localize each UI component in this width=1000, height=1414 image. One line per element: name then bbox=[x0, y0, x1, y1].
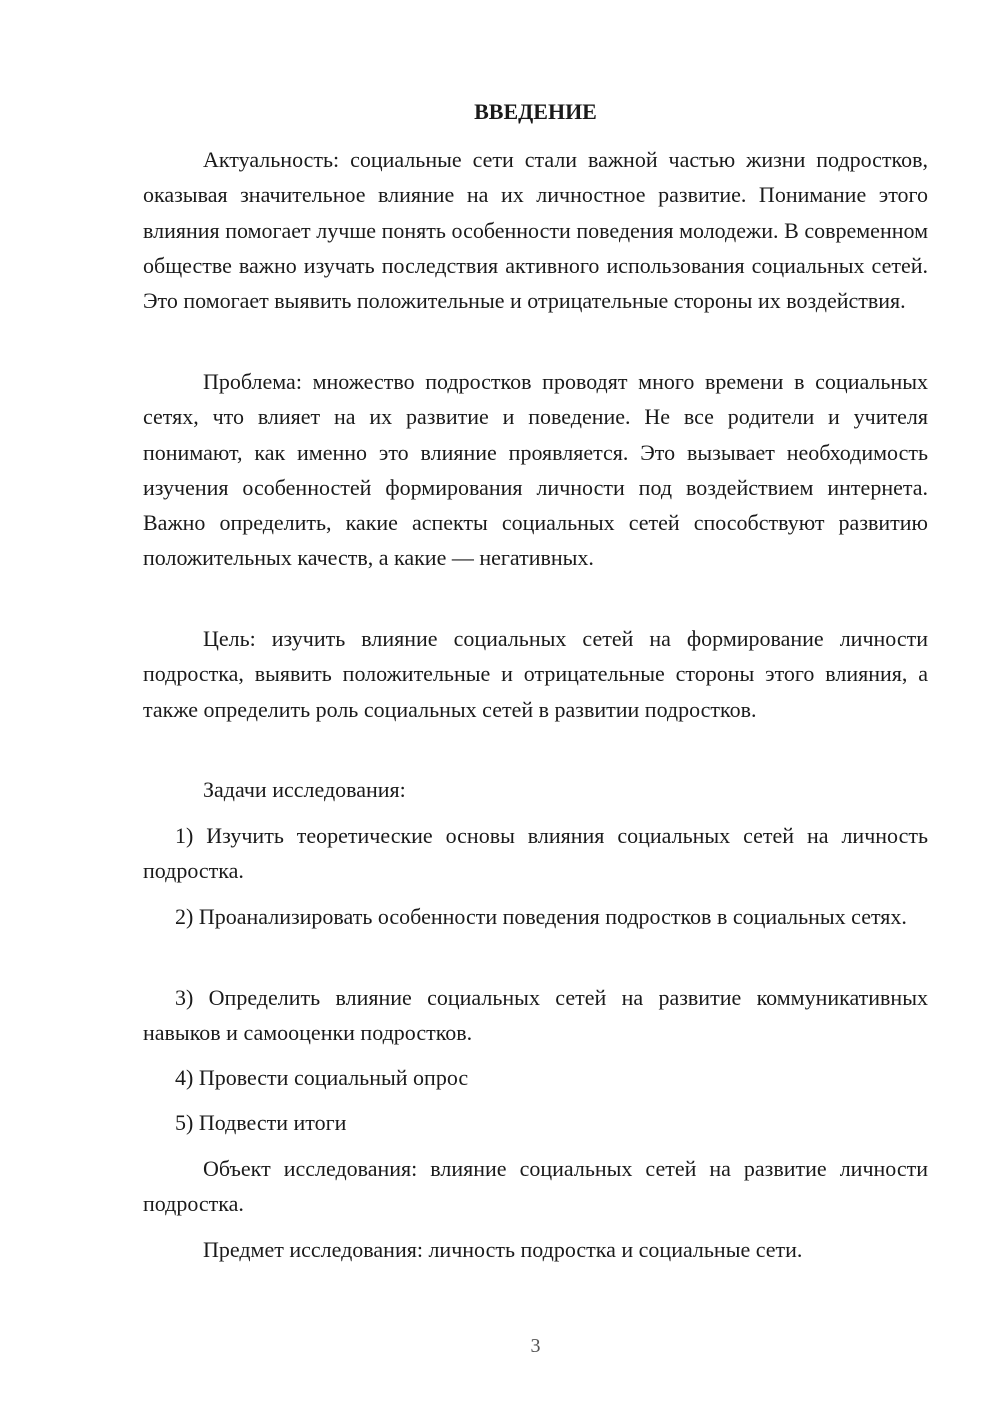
page-title: ВВЕДЕНИЕ bbox=[474, 99, 597, 124]
page-number: 3 bbox=[530, 1335, 541, 1357]
task-item-3: 3) Определить влияние социальных сетей на развитие коммуникативных навыков и самооценки подростков. bbox=[143, 985, 928, 1046]
task-item-1: 1) Изучить теоретические основы влияния социальных сетей на личность подростка. bbox=[143, 823, 928, 884]
task-item-4: 4) Провести социальный опрос bbox=[175, 1065, 469, 1090]
paragraph-problem: Проблема: множество подростков проводят много времени в социальных сетях, что влияет на их развитие и поведение. Не все родители и учителя понимают, как именно это влияние проявляется. Это вызывает необходимость изучения особенностей формирования личности под воздействием интернета. Важно определить, какие аспекты социальных сетей способствуют развитию положительных качеств, а какие — негативных. bbox=[143, 369, 928, 571]
task-item-5: 5) Подвести итоги bbox=[175, 1110, 347, 1135]
document-page bbox=[143, 0, 928, 1414]
paragraph-goal: Цель: изучить влияние социальных сетей на формирование личности подростка, выявить положительные и отрицательные стороны этого влияния, а также определить роль социальных сетей в развитии подростков. bbox=[143, 626, 928, 722]
paragraph-subject: Предмет исследования: личность подростка и социальные сети. bbox=[203, 1237, 803, 1262]
tasks-heading: Задачи исследования: bbox=[203, 777, 406, 802]
paragraph-relevance: Актуальность: социальные сети стали важной частью жизни подростков, оказывая значительное влияние на их личностное развитие. Понимание этого влияния помогает лучше понять особенности поведения молодежи. В современном обществе важно изучать последствия активного использования социальных сетей. Это помогает выявить положительные и отрицательные стороны их воздействия. bbox=[143, 147, 928, 314]
paragraph-object: Объект исследования: влияние социальных сетей на развитие личности подростка. bbox=[143, 1156, 928, 1217]
task-item-2: 2) Проанализировать особенности поведения подростков в социальных сетях. bbox=[175, 904, 907, 929]
